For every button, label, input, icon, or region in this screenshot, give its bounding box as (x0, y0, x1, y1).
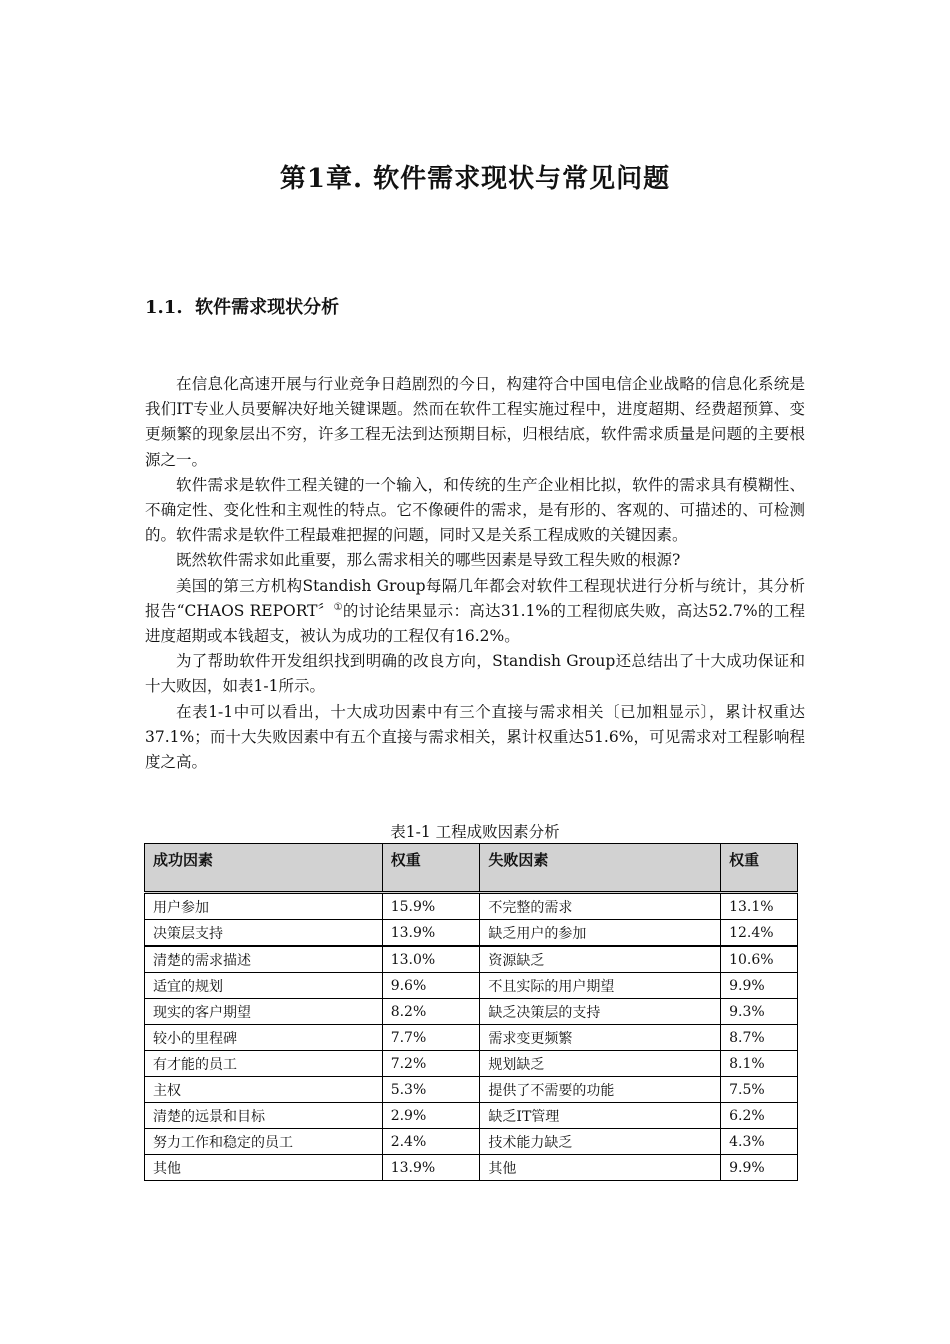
failure-weight-cell: 9.9% (721, 1155, 798, 1181)
failure-factor-cell: 其他 (480, 1155, 721, 1181)
failure-weight-cell: 4.3% (721, 1129, 798, 1155)
table-caption: 表1-1 工程成败因素分析 (390, 823, 560, 841)
table-row (145, 946, 798, 973)
success-factor-cell: 决策层支持 (145, 920, 383, 947)
success-weight-cell: 13.9% (382, 920, 480, 947)
paragraph-text: 的讨论结果显示：高达31.1%的工程彻底失败，高达52.7%的工程进度超期或本钱超支，被认为成功的工程仅有16.2%。 (145, 601, 806, 646)
table-row (145, 1025, 798, 1051)
success-weight-cell: 13.0% (382, 946, 480, 973)
table-row (145, 1155, 798, 1181)
paragraph: 既然软件需求如此重要，那么需求相关的哪些因素是导致工程失败的根源? (176, 551, 681, 570)
paragraph-text: 美国的第三方机构Standish Group每隔几年都会对软件工程现状进行分析与统计，其分析报告“CHAOS REPORT〞 (145, 576, 805, 620)
failure-factor-cell: 资源缺乏 (480, 946, 721, 973)
failure-factor-cell: 缺乏IT管理 (480, 1103, 721, 1129)
success-weight-cell: 7.7% (382, 1025, 480, 1051)
table-row (145, 1129, 798, 1155)
failure-weight-cell: 8.1% (721, 1051, 798, 1077)
factors-table (144, 843, 798, 1181)
header-success-factor: 成功因素 (145, 844, 383, 893)
paragraph: 软件需求是软件工程关键的一个输入，和传统的生产企业相比拟，软件的需求具有模糊性、不确定性、变化性和主观性的特点。它不像硬件的需求，是有形的、客观的、可描述的、可检测的。软件需求是软件工程最难把握的问题，同时又是关系工程成败的关键因素。 (145, 475, 805, 545)
failure-factor-cell: 需求变更频繁 (480, 1025, 721, 1051)
failure-weight-cell: 8.7% (721, 1025, 798, 1051)
table-row (145, 920, 798, 947)
success-factor-cell: 其他 (145, 1155, 383, 1181)
success-weight-cell: 5.3% (382, 1077, 480, 1103)
success-weight-cell: 2.9% (382, 1103, 480, 1129)
table-row (145, 1103, 798, 1129)
paragraph: 在表1-1中可以看出，十大成功因素中有三个直接与需求相关〔已加粗显示〕，累计权重达37.1%；而十大失败因素中有五个直接与需求相关，累计权重达51.6%，可见需求对工程影响程度之高。 (145, 702, 805, 772)
failure-factor-cell: 缺乏用户的参加 (480, 920, 721, 947)
table-row (145, 973, 798, 999)
chapter-title: 第1章. 软件需求现状与常见问题 (279, 164, 671, 194)
success-factor-cell: 适宜的规划 (145, 973, 383, 999)
success-weight-cell: 9.6% (382, 973, 480, 999)
success-weight-cell: 2.4% (382, 1129, 480, 1155)
failure-weight-cell: 10.6% (721, 946, 798, 973)
success-factor-cell: 较小的里程碑 (145, 1025, 383, 1051)
success-weight-cell: 8.2% (382, 999, 480, 1025)
failure-weight-cell: 12.4% (721, 920, 798, 947)
failure-weight-cell: 13.1% (721, 893, 798, 920)
section-number: 1.1. (145, 297, 183, 318)
success-weight-cell: 13.9% (382, 1155, 480, 1181)
success-factor-cell: 清楚的远景和目标 (145, 1103, 383, 1129)
table-header-row (145, 844, 798, 893)
failure-factor-cell: 提供了不需要的功能 (480, 1077, 721, 1103)
success-factor-cell: 现实的客户期望 (145, 999, 383, 1025)
table-row (145, 999, 798, 1025)
table-row (145, 1077, 798, 1103)
failure-factor-cell: 缺乏决策层的支持 (480, 999, 721, 1025)
failure-factor-cell: 技术能力缺乏 (480, 1129, 721, 1155)
paragraph: 在信息化高速开展与行业竞争日趋剧烈的今日，构建符合中国电信企业战略的信息化系统是我们IT专业人员要解决好地关键课题。然而在软件工程实施过程中，进度超期、经费超预算、变更频繁的现象层出不穷，许多工程无法到达预期目标，归根结底，软件需求质量是问题的主要根源之一。 (145, 375, 805, 469)
header-success-weight: 权重 (382, 844, 480, 893)
section-heading (145, 293, 339, 319)
failure-factor-cell: 不且实际的用户期望 (480, 973, 721, 999)
paragraph (145, 574, 805, 650)
paragraph: 为了帮助软件开发组织找到明确的改良方向，Standish Group还总结出了十大成功保证和十大败因，如表1-1所示。 (145, 652, 805, 696)
success-factor-cell: 有才能的员工 (145, 1051, 383, 1077)
failure-factor-cell: 不完整的需求 (480, 893, 721, 920)
header-failure-weight: 权重 (721, 844, 798, 893)
success-factor-cell: 用户参加 (145, 893, 383, 920)
section-title: 软件需求现状分析 (195, 297, 340, 318)
table-row (145, 1051, 798, 1077)
success-weight-cell: 7.2% (382, 1051, 480, 1077)
failure-weight-cell: 9.9% (721, 973, 798, 999)
success-weight-cell: 15.9% (382, 893, 480, 920)
success-factor-cell: 清楚的需求描述 (145, 946, 383, 973)
header-failure-factor: 失败因素 (480, 844, 721, 893)
body-text (145, 372, 805, 775)
success-factor-cell: 主权 (145, 1077, 383, 1103)
failure-factor-cell: 规划缺乏 (480, 1051, 721, 1077)
failure-weight-cell: 9.3% (721, 999, 798, 1025)
failure-weight-cell: 6.2% (721, 1103, 798, 1129)
success-factor-cell: 努力工作和稳定的员工 (145, 1129, 383, 1155)
failure-weight-cell: 7.5% (721, 1077, 798, 1103)
footnote-marker[interactable]: ① (333, 601, 343, 613)
table-row (145, 893, 798, 920)
